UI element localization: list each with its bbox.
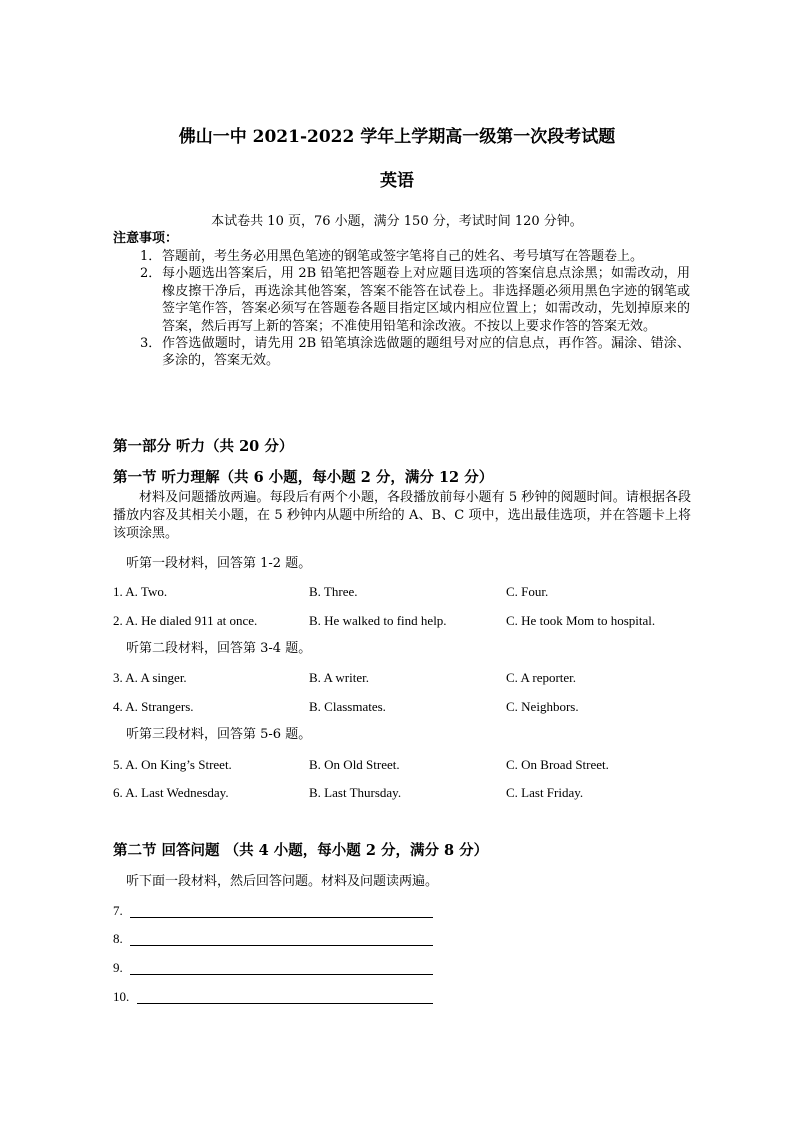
option-a: 4. A. Strangers. <box>113 699 194 714</box>
blank-number: 9. <box>113 960 123 975</box>
notice-item <box>140 335 690 370</box>
listening-instruction-2: 听第二段材料，回答第 3-4 题。 <box>126 641 312 656</box>
listening-instruction-1: 听第一段材料，回答第 1-2 题。 <box>126 556 312 571</box>
section1-description: 材料及问题播放两遍。每段后有两个小题，各段播放前每小题有 5 秒钟的阅题时间。请根据各段播放内容及其相关小题，在 5 秒钟内从题中所给的 A、B、C 项中，选出最佳选项，并在答题卡上将该项涂黑。 <box>113 490 691 541</box>
option-a: 6. A. Last Wednesday. <box>113 785 229 800</box>
option-c: C. Neighbors. <box>506 699 579 714</box>
option-c: C. Four. <box>506 584 549 599</box>
option-b: B. Classmates. <box>309 699 386 714</box>
answer-blank-row <box>113 930 123 948</box>
notice-list <box>140 248 690 370</box>
notice-title: 注意事项： <box>113 231 179 246</box>
option-c: C. He took Mom to hospital. <box>506 613 656 628</box>
option-c: C. On Broad Street. <box>506 757 609 772</box>
exam-intro: 本试卷共 10 页，76 小题，满分 150 分，考试时间 120 分钟。 <box>211 214 583 229</box>
exam-subject: 英语 <box>380 171 414 191</box>
answer-line[interactable] <box>137 1003 433 1004</box>
listening-instruction-3: 听第三段材料，回答第 5-6 题。 <box>126 727 312 742</box>
notice-item-number: 1． <box>140 249 162 264</box>
answer-line[interactable] <box>130 974 433 975</box>
option-b: B. A writer. <box>309 670 369 685</box>
notice-item-text: 作答选做题时，请先用 2B 铅笔填涂选做题的题组号对应的信息点，再作答。漏涂、错涂、多涂的，答案无效。 <box>162 336 690 369</box>
notice-item <box>140 265 690 335</box>
section2-title: 第二节 回答问题 （共 4 小题，每小题 2 分，满分 8 分） <box>113 842 489 859</box>
answer-line[interactable] <box>130 945 433 946</box>
option-a: 1. A. Two. <box>113 584 168 599</box>
blank-number: 10. <box>113 989 130 1004</box>
part1-title: 第一部分 听力（共 20 分） <box>113 438 294 455</box>
option-b: B. He walked to find help. <box>309 613 447 628</box>
section2-instruction: 听下面一段材料，然后回答问题。材料及问题读两遍。 <box>126 874 439 889</box>
option-c: C. A reporter. <box>506 670 577 685</box>
answer-blank-row <box>113 902 123 920</box>
option-a: 3. A. A singer. <box>113 670 187 685</box>
option-c: C. Last Friday. <box>506 785 584 800</box>
exam-title: 佛山一中 2021-2022 学年上学期高一级第一次段考试题 <box>178 127 616 147</box>
answer-line[interactable] <box>130 917 433 918</box>
answer-blank-row <box>113 959 123 977</box>
option-b: B. On Old Street. <box>309 757 400 772</box>
option-a: 2. A. He dialed 911 at once. <box>113 613 258 628</box>
notice-item-text: 每小题选出答案后，用 2B 铅笔把答题卷上对应题目选项的答案信息点涂黑；如需改动，用橡皮擦干净后，再选涂其他答案，答案不能答在试卷上。非选择题必须用黑色字迹的钢笔或签字笔作答，答案必须写在答题卷各题目指定区域内相应位置上；如需改动，先划掉原来的答案，然后再写上新的答案；不准使用铅笔和涂改液。不按以上要求作答的答案无效。 <box>162 266 690 334</box>
notice-item-number: 2． <box>140 266 162 282</box>
blank-number: 8. <box>113 931 123 946</box>
option-b: B. Three. <box>309 584 358 599</box>
section1-title: 第一节 听力理解（共 6 小题，每小题 2 分，满分 12 分） <box>113 469 494 486</box>
option-b: B. Last Thursday. <box>309 785 402 800</box>
notice-item-text: 答题前，考生务必用黑色笔迹的钢笔或签字笔将自己的姓名、考号填写在答题卷上。 <box>162 249 644 264</box>
notice-item-number: 3． <box>140 336 162 352</box>
blank-number: 7. <box>113 903 123 918</box>
answer-blank-row <box>113 988 129 1006</box>
notice-item <box>140 248 690 265</box>
option-a: 5. A. On King’s Street. <box>113 757 232 772</box>
